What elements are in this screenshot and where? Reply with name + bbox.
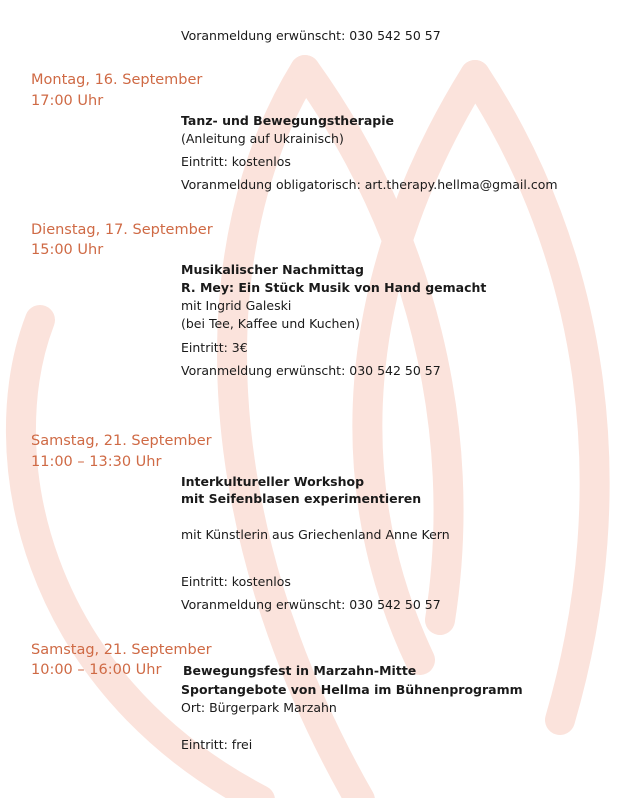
event-registration: Voranmeldung erwünscht: 030 542 50 57	[181, 363, 441, 378]
event-title: Musikalischer Nachmittag	[181, 262, 364, 277]
event-entry: Eintritt: kostenlos	[181, 574, 291, 589]
event-subtitle: Sportangebote von Hellma im Bühnenprogramm	[181, 682, 523, 697]
event-date: Dienstag, 17. September	[31, 222, 213, 238]
event-time: 11:00 – 13:30 Uhr	[31, 454, 162, 470]
event-location: Ort: Bürgerpark Marzahn	[181, 700, 337, 715]
event-title: Bewegungsfest in Marzahn-Mitte	[183, 663, 417, 678]
event-date: Samstag, 21. September	[31, 642, 212, 658]
event-time: 10:00 – 16:00 Uhr	[31, 662, 162, 678]
event-title: Interkultureller Workshop	[181, 474, 365, 489]
event-subtitle: mit Seifenblasen experimentieren	[181, 491, 422, 506]
event-entry: Eintritt: frei	[181, 737, 253, 752]
event-date: Montag, 16. September	[31, 72, 203, 88]
event-guest: mit Ingrid Galeski	[181, 298, 292, 313]
event-guest: mit Künstlerin aus Griechenland Anne Kern	[181, 527, 450, 542]
intro-registration: Voranmeldung erwünscht: 030 542 50 57	[181, 28, 441, 43]
event-registration: Voranmeldung obligatorisch: art.therapy.hellma@gmail.com	[181, 177, 558, 192]
event-entry: Eintritt: 3€	[181, 340, 248, 355]
event-note: (bei Tee, Kaffee und Kuchen)	[181, 316, 360, 331]
event-subtitle: R. Mey: Ein Stück Musik von Hand gemacht	[181, 280, 487, 295]
event-time: 15:00 Uhr	[31, 242, 104, 258]
event-registration: Voranmeldung erwünscht: 030 542 50 57	[181, 597, 441, 612]
event-note: (Anleitung auf Ukrainisch)	[181, 131, 344, 146]
event-title: Tanz- und Bewegungstherapie	[181, 113, 394, 128]
event-date: Samstag, 21. September	[31, 433, 212, 449]
event-entry: Eintritt: kostenlos	[181, 154, 291, 169]
event-time: 17:00 Uhr	[31, 93, 104, 109]
decor-arc-right	[475, 75, 595, 720]
